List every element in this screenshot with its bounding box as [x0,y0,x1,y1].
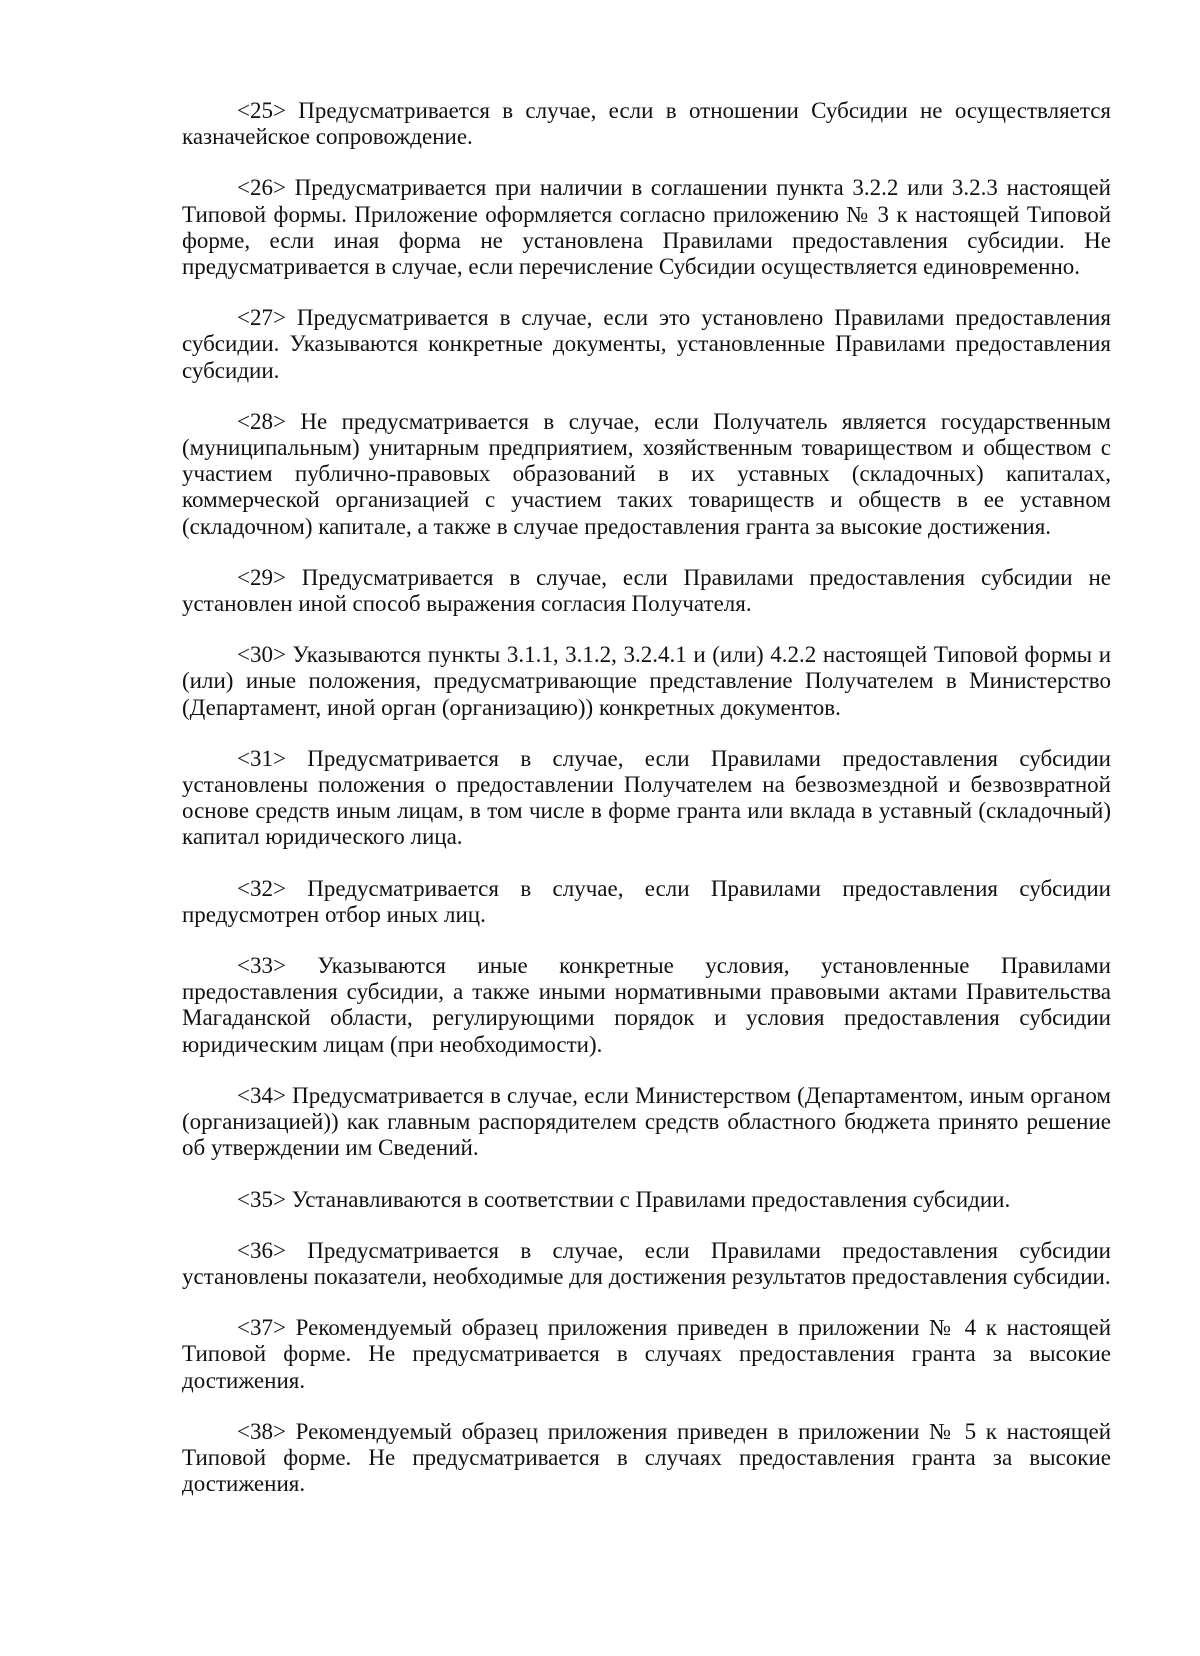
footnote-30: <30> Указываются пункты 3.1.1, 3.1.2, 3.2.4.1 и (или) 4.2.2 настоящей Типовой формы и (или) иные положения, предусматривающие представление Получателем в Министерство (Департамент, иной орган (организацию)) конкретных документов. [182,642,1111,720]
footnote-25: <25> Предусматривается в случае, если в отношении Субсидии не осуществляется казначейское сопровождение. [182,98,1111,150]
footnote-27: <27> Предусматривается в случае, если это установлено Правилами предоставления субсидии. Указываются конкретные документы, установленные Правилами предоставления субсидии. [182,305,1111,383]
footnote-35: <35> Устанавливаются в соответствии с Правилами предоставления субсидии. [237,1186,1011,1212]
footnote-33: <33> Указываются иные конкретные условия, установленные Правилами предоставления субсидии, а также иными нормативными правовыми актами Правительства Магаданской области, регулирующими порядок и условия предоставления субсидии юридическим лицам (при необходимости). [182,953,1111,1057]
footnote-37: <37> Рекомендуемый образец приложения приведен в приложении № 4 к настоящей Типовой форме. Не предусматривается в случаях предоставления гранта за высокие достижения. [182,1315,1111,1393]
footnote-34: <34> Предусматривается в случае, если Министерством (Департаментом, иным органом (организацией)) как главным распорядителем средств областного бюджета принято решение об утверждении им Сведений. [182,1082,1111,1161]
document-page [182,98,1111,1522]
footnote-29: <29> Предусматривается в случае, если Правилами предоставления субсидии не установлен иной способ выражения согласия Получателя. [182,564,1111,617]
footnote-38: <38> Рекомендуемый образец приложения приведен в приложении № 5 к настоящей Типовой форме. Не предусматривается в случаях предоставления гранта за высокие достижения. [182,1418,1111,1497]
footnote-26: <26> Предусматривается при наличии в соглашении пункта 3.2.2 или 3.2.3 настоящей Типовой формы. Приложение оформляется согласно приложению № 3 к настоящей Типовой форме, если иная форма не установлена Правилами предоставления субсидии. Не предусматривается в случае, если перечисление Субсидии осуществляется единовременно. [182,175,1111,280]
footnote-31: <31> Предусматривается в случае, если Правилами предоставления субсидии установлены положения о предоставлении Получателем на безвозмездной и безвозвратной основе средств иным лицам, в том числе в форме гранта или вклада в уставный (складочный) капитал юридического лица. [182,745,1111,850]
footnote-32: <32> Предусматривается в случае, если Правилами предоставления субсидии предусмотрен отбор иных лиц. [182,875,1111,927]
footnote-28: <28> Не предусматривается в случае, если Получатель является государственным (муниципальным) унитарным предприятием, хозяйственным товариществом и обществом с участием публично-правовых образований в их уставных (складочных) капиталах, коммерческой организацией с участием таких товариществ и обществ в ее уставном (складочном) капитале, а также в случае предоставления гранта за высокие достижения. [182,408,1111,539]
footnote-36: <36> Предусматривается в случае, если Правилами предоставления субсидии установлены показатели, необходимые для достижения результатов предоставления субсидии. [182,1237,1111,1289]
